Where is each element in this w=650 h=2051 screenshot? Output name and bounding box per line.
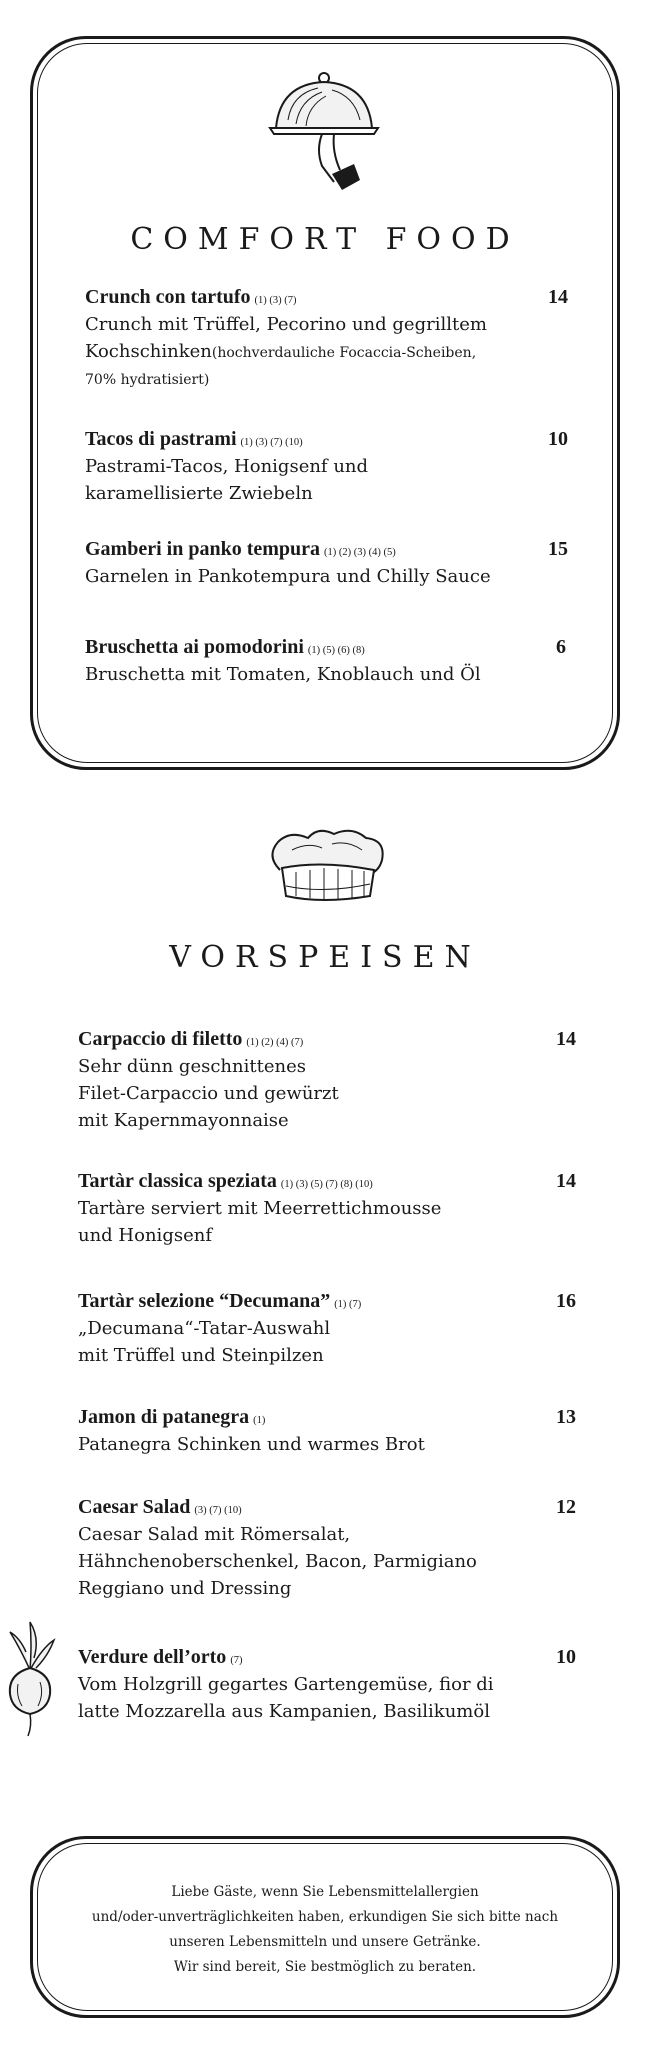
dish-name: Tartàr classica speziata (78, 1170, 277, 1192)
allergen-codes: (1) (3) (7) (10) (240, 437, 303, 448)
dish-price: 14 (548, 286, 568, 308)
dish-description (78, 1431, 518, 1458)
menu-item-carpaccio-di-filetto (78, 1028, 518, 1134)
dish-name: Tartàr selezione “Decumana” (78, 1290, 331, 1312)
description-line: Sehr dünn geschnittenes (78, 1056, 306, 1077)
dish-description (78, 1671, 518, 1725)
dish-description (78, 1315, 518, 1369)
description-line: latte Mozzarella aus Kampanien, Basilikumöl (78, 1701, 490, 1722)
description-line: „Decumana“-Tatar-Auswahl (78, 1318, 331, 1339)
description-line: karamellisierte Zwiebeln (85, 483, 313, 504)
dish-name: Caesar Salad (78, 1496, 191, 1518)
radish-icon (0, 1618, 60, 1738)
allergen-codes: (1) (3) (5) (7) (8) (10) (280, 1179, 373, 1190)
description-line: Crunch mit Trüffel, Pecorino und gegrilltem (85, 314, 487, 335)
allergen-codes: (1) (253, 1415, 266, 1426)
chef-hat-icon (262, 826, 392, 906)
dish-description (78, 1053, 518, 1134)
dish-price: 16 (556, 1290, 576, 1312)
dish-price: 13 (556, 1406, 576, 1428)
description-line: Pastrami-Tacos, Honigsenf und (85, 456, 369, 477)
note-line: unseren Lebensmitteln und unsere Getränke. (169, 1934, 481, 1950)
comfort-food-title: COMFORT FOOD (130, 222, 520, 257)
dish-name: Bruschetta ai pomodorini (85, 636, 304, 658)
description-line: Reggiano und Dressing (78, 1578, 292, 1599)
dish-name: Gamberi in panko tempura (85, 538, 321, 560)
menu-item-tartar-classica-speziata (78, 1170, 518, 1249)
dish-name: Jamon di patanegra (78, 1406, 250, 1428)
description-text: Kochschinken (85, 341, 212, 362)
dish-price: 10 (548, 428, 568, 450)
menu-item-bruschetta-ai-pomodorini (85, 636, 525, 688)
cloche-icon (262, 70, 392, 200)
note-line: Liebe Gäste, wenn Sie Lebensmittelallergien (171, 1884, 479, 1900)
allergen-codes: (7) (230, 1655, 243, 1666)
menu-item-tartar-selezione-decumana (78, 1290, 518, 1369)
allergy-note (60, 1880, 590, 1980)
dish-name: Tacos di pastrami (85, 428, 237, 450)
menu-item-jamon-di-patanegra (78, 1406, 518, 1458)
menu-item-tacos-di-pastrami (85, 428, 525, 507)
description-line: mit Kapernmayonnaise (78, 1110, 289, 1131)
menu-item-caesar-salad (78, 1496, 518, 1602)
description-note: 70% hydratisiert) (85, 372, 210, 388)
allergen-codes: (1) (2) (3) (4) (5) (324, 547, 396, 558)
dish-price: 12 (556, 1496, 576, 1518)
dish-price: 10 (556, 1646, 576, 1668)
dish-name: Carpaccio di filetto (78, 1028, 243, 1050)
menu-item-verdure-dell-orto (78, 1646, 518, 1725)
dish-price: 14 (556, 1170, 576, 1192)
description-line: Caesar Salad mit Römersalat, (78, 1524, 351, 1545)
description-note: (hochverdauliche Focaccia-Scheiben, (211, 345, 477, 361)
dish-name: Verdure dell’orto (78, 1646, 227, 1668)
allergen-codes: (1) (7) (334, 1299, 362, 1310)
description-line: Patanegra Schinken und warmes Brot (78, 1434, 425, 1455)
description-line: Vom Holzgrill gegartes Gartengemüse, fior di (78, 1674, 494, 1695)
description-line: Tartàre serviert mit Meerrettichmousse (78, 1198, 442, 1219)
description-line: Filet-Carpaccio und gewürzt (78, 1083, 339, 1104)
description-line (85, 338, 525, 367)
dish-description (78, 1521, 518, 1602)
dish-description (85, 563, 525, 590)
description-line: Bruschetta mit Tomaten, Knoblauch und Öl (85, 664, 481, 685)
dish-description (85, 311, 525, 394)
dish-description (85, 453, 525, 507)
dish-price: 6 (556, 636, 566, 658)
dish-price: 15 (548, 538, 568, 560)
vorspeisen-title: VORSPEISEN (169, 940, 481, 975)
note-line: und/oder-unverträglichkeiten haben, erkundigen Sie sich bitte nach (91, 1909, 559, 1925)
description-line: Garnelen in Pankotempura und Chilly Sauce (85, 566, 491, 587)
menu-item-crunch-con-tartufo (85, 286, 525, 394)
dish-description (85, 661, 525, 688)
allergen-codes: (1) (3) (7) (254, 295, 297, 306)
description-line: Hähnchenoberschenkel, Bacon, Parmigiano (78, 1551, 477, 1572)
description-line: mit Trüffel und Steinpilzen (78, 1345, 324, 1366)
menu-item-gamberi-in-panko-tempura (85, 538, 525, 590)
description-line: und Honigsenf (78, 1225, 212, 1246)
allergen-codes: (1) (2) (4) (7) (246, 1037, 304, 1048)
dish-price: 14 (556, 1028, 576, 1050)
allergen-codes: (3) (7) (10) (194, 1505, 242, 1516)
dish-name: Crunch con tartufo (85, 286, 251, 308)
note-line: Wir sind bereit, Sie bestmöglich zu beraten. (173, 1959, 477, 1975)
dish-description (78, 1195, 518, 1249)
allergen-codes: (1) (5) (6) (8) (307, 645, 365, 656)
